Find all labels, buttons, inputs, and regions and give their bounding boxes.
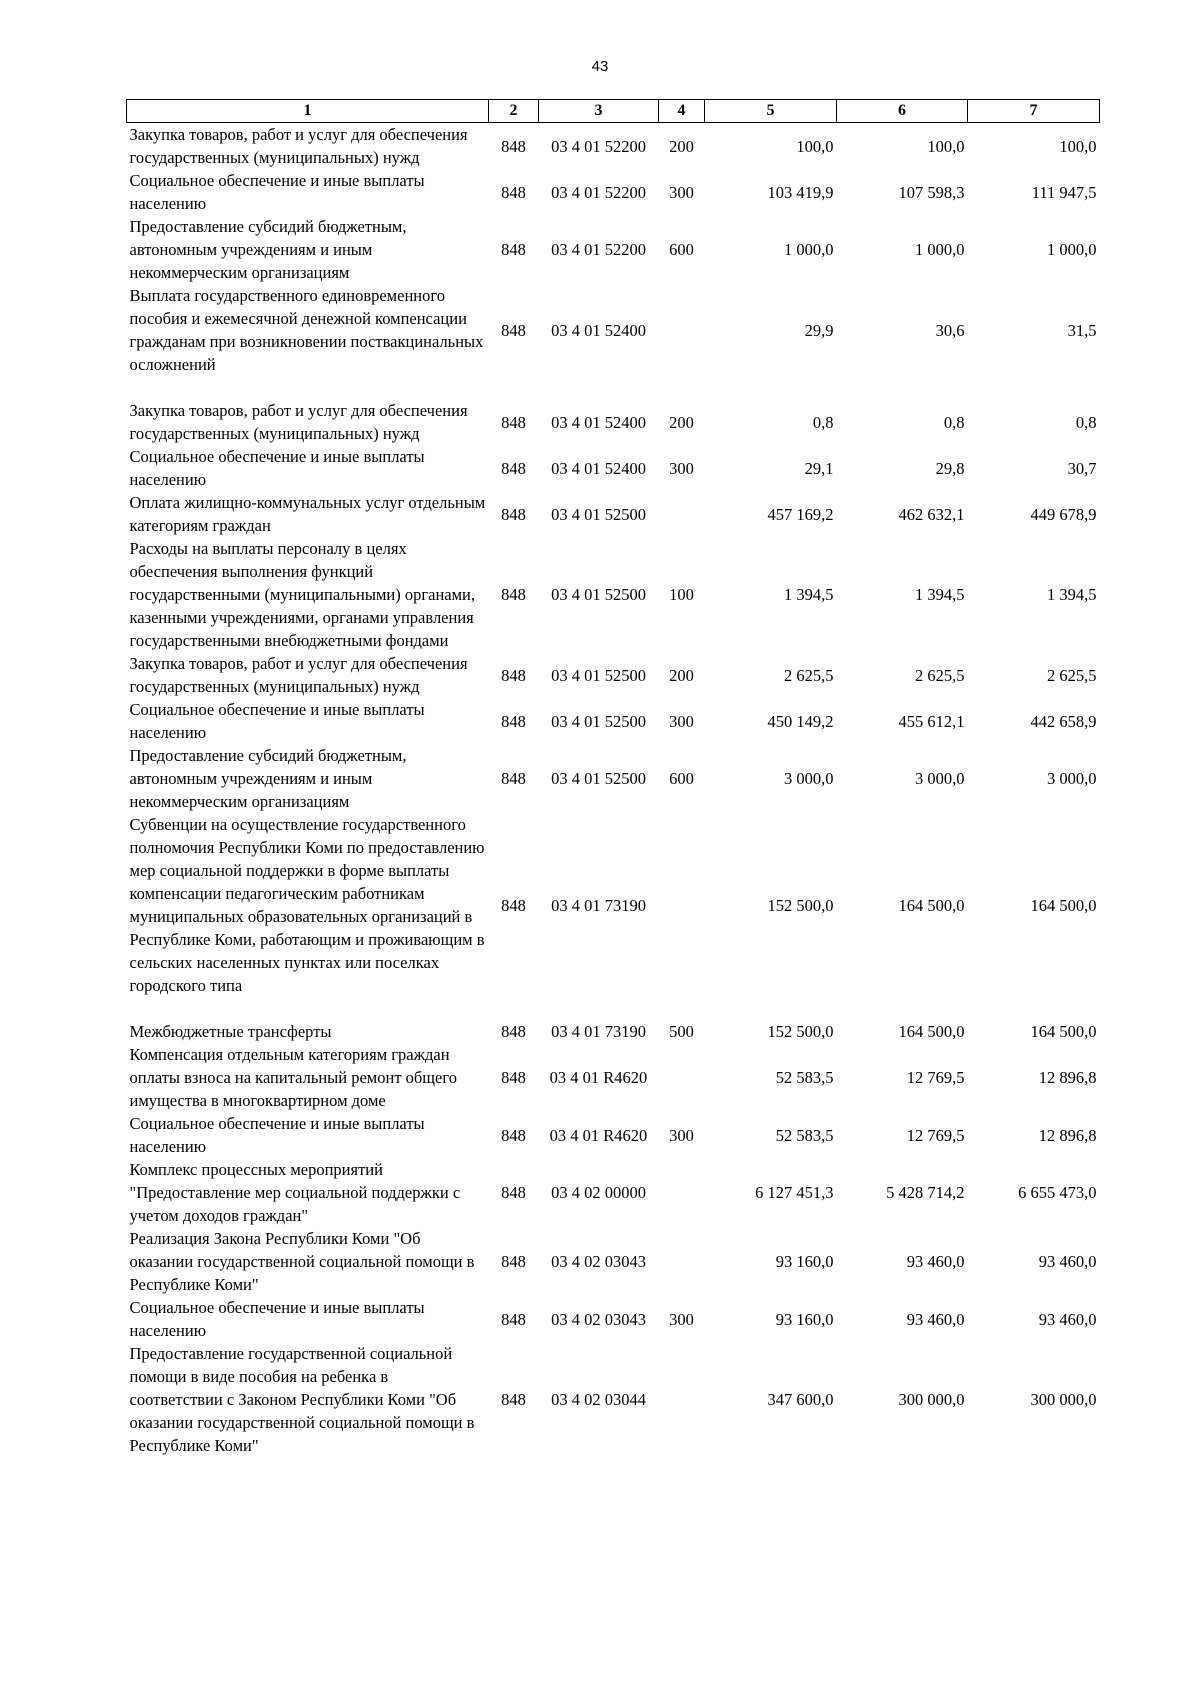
- row-amount-year3: 6 655 473,0: [1018, 1183, 1097, 1202]
- row-amount-year1: 103 419,9: [767, 182, 834, 202]
- row-name: Закупка товаров, работ и услуг для обеспечения государственных (муниципальных) нужд: [129, 401, 468, 443]
- row-amount-year1: 52 583,5: [775, 1068, 834, 1087]
- row-amount-year3: 12 896,8: [1038, 1125, 1097, 1145]
- column-header-4: 4: [659, 100, 705, 123]
- row-target-code: 03 4 01 52200: [551, 136, 646, 156]
- row-admin-code: 848: [501, 1068, 526, 1087]
- row-admin-code: 848: [501, 240, 526, 259]
- table-row: [127, 1043, 1100, 1112]
- row-amount-year2: 100,0: [927, 136, 965, 156]
- row-target-code: 03 4 02 03044: [551, 1390, 646, 1409]
- row-admin-code: 848: [501, 1309, 526, 1329]
- row-amount-year2: 5 428 714,2: [886, 1183, 965, 1202]
- row-target-code: 03 4 01 52500: [551, 504, 646, 524]
- row-amount-year3: 100,0: [1059, 136, 1097, 156]
- row-amount-year2: 107 598,3: [898, 182, 965, 202]
- row-admin-code: 848: [501, 136, 526, 156]
- row-amount-year3: 449 678,9: [1030, 504, 1097, 524]
- row-amount-year1: 93 160,0: [775, 1309, 834, 1329]
- row-target-code: 03 4 01 52500: [551, 769, 646, 788]
- row-name: Предоставление субсидий бюджетным, автономным учреждениям и иным некоммерческим организациям: [129, 217, 407, 282]
- row-expense-type: [659, 491, 705, 537]
- row-admin-code: 848: [501, 1252, 526, 1271]
- row-admin-code: 848: [501, 412, 526, 432]
- row-name: Предоставление государственной социальной помощи в виде пособия на ребенка в соответствии с Законом Республики Коми "Об оказании государственной социальной помощи в Республике Коми": [129, 1344, 475, 1455]
- row-admin-code: 848: [501, 1183, 526, 1202]
- row-amount-year1: 52 583,5: [775, 1125, 834, 1145]
- row-name: Социальное обеспечение и иные выплаты населению: [129, 700, 425, 742]
- row-target-code: 03 4 01 52400: [551, 320, 646, 340]
- row-name: Выплата государственного единовременного пособия и ежемесячной денежной компенсации гражданам при возникновении поствакцинальных осложнений: [129, 286, 484, 374]
- row-name: Комплекс процессных мероприятий "Предоставление мер социальной поддержки с учетом доходов граждан": [129, 1160, 461, 1225]
- row-name: Закупка товаров, работ и услуг для обеспечения государственных (муниципальных) нужд: [129, 654, 468, 696]
- row-admin-code: 848: [501, 320, 526, 340]
- row-expense-type: [659, 1342, 705, 1457]
- row-amount-year3: 3 000,0: [1047, 769, 1097, 788]
- row-amount-year2: 3 000,0: [915, 769, 965, 788]
- table-row: [127, 698, 1100, 744]
- row-amount-year3: 30,7: [1067, 458, 1097, 478]
- column-header-2: 2: [489, 100, 539, 123]
- row-target-code: 03 4 01 73190: [551, 1022, 646, 1041]
- row-admin-code: 848: [501, 585, 526, 604]
- table-row: [127, 284, 1100, 399]
- row-expense-type: 300: [669, 458, 694, 478]
- row-expense-type: 300: [669, 1309, 694, 1329]
- row-expense-type: 500: [669, 1022, 694, 1041]
- row-amount-year2: 29,8: [935, 458, 965, 478]
- column-header-7: 7: [968, 100, 1100, 123]
- row-amount-year3: 164 500,0: [1030, 895, 1097, 915]
- row-amount-year2: 164 500,0: [898, 895, 965, 915]
- row-name: Социальное обеспечение и иные выплаты населению: [129, 171, 425, 213]
- row-amount-year1: 6 127 451,3: [755, 1183, 834, 1202]
- row-amount-year1: 3 000,0: [784, 769, 834, 788]
- row-amount-year3: 93 460,0: [1038, 1309, 1097, 1329]
- table-row: [127, 813, 1100, 1020]
- row-admin-code: 848: [501, 665, 526, 685]
- row-amount-year2: 455 612,1: [898, 711, 965, 731]
- row-amount-year1: 93 160,0: [775, 1252, 834, 1271]
- row-amount-year3: 31,5: [1067, 320, 1097, 340]
- row-admin-code: 848: [501, 711, 526, 731]
- row-amount-year2: 0,8: [943, 412, 965, 432]
- row-amount-year1: 2 625,5: [784, 665, 834, 685]
- table-row: [127, 1112, 1100, 1158]
- row-amount-year1: 347 600,0: [767, 1390, 834, 1409]
- row-target-code: 03 4 01 52500: [551, 665, 646, 685]
- row-target-code: 03 4 01 52400: [551, 412, 646, 432]
- row-target-code: 03 4 02 00000: [551, 1183, 646, 1202]
- row-amount-year1: 1 000,0: [784, 240, 834, 259]
- row-admin-code: 848: [501, 1022, 526, 1041]
- row-expense-type: [659, 813, 705, 1020]
- row-name: Субвенции на осуществление государственного полномочия Республики Коми по предоставлению мер социальной поддержки в форме выплаты компенсации педагогическим работникам муниципальных образовательных организаций в Республике Коми, работающим и проживающим в сельских населенных пунктах или поселках городского типа: [129, 815, 485, 995]
- row-target-code: 03 4 02 03043: [551, 1309, 646, 1329]
- row-amount-year3: 12 896,8: [1038, 1068, 1097, 1087]
- row-amount-year3: 0,8: [1075, 412, 1097, 432]
- row-amount-year1: 0,8: [812, 412, 834, 432]
- table-row: [127, 491, 1100, 537]
- page-number: 43: [591, 58, 609, 75]
- row-expense-type: 600: [669, 769, 694, 788]
- row-name: Межбюджетные трансферты: [129, 1022, 332, 1041]
- row-admin-code: 848: [501, 895, 526, 915]
- row-amount-year2: 2 625,5: [915, 665, 965, 685]
- row-expense-type: 100: [669, 585, 694, 604]
- table-row: [127, 445, 1100, 491]
- row-name: Компенсация отдельным категориям граждан оплаты взноса на капитальный ремонт общего имущества в многоквартирном доме: [129, 1045, 457, 1110]
- table-row: [127, 1020, 1100, 1043]
- row-amount-year2: 462 632,1: [898, 504, 965, 524]
- row-name: Расходы на выплаты персоналу в целях обеспечения выполнения функций государственными (муниципальными) органами, казенными учреждениями, органами управления государственными внебюджетными фондами: [129, 539, 476, 650]
- row-expense-type: 600: [669, 240, 694, 259]
- row-admin-code: 848: [501, 1390, 526, 1409]
- row-amount-year2: 1 000,0: [915, 240, 965, 259]
- column-header-5: 5: [705, 100, 837, 123]
- row-expense-type: 200: [669, 665, 694, 685]
- table-header-row: [127, 100, 1100, 123]
- row-expense-type: 300: [669, 711, 694, 731]
- row-admin-code: 848: [501, 769, 526, 788]
- column-header-3: 3: [539, 100, 659, 123]
- row-amount-year2: 300 000,0: [898, 1390, 965, 1409]
- table-row: [127, 1158, 1100, 1227]
- row-name: Социальное обеспечение и иные выплаты населению: [129, 447, 425, 489]
- row-target-code: 03 4 01 R4620: [549, 1068, 648, 1087]
- row-amount-year2: 12 769,5: [906, 1068, 965, 1087]
- row-amount-year3: 300 000,0: [1030, 1390, 1097, 1409]
- row-amount-year1: 152 500,0: [767, 895, 834, 915]
- table-row: [127, 1296, 1100, 1342]
- row-name: Социальное обеспечение и иные выплаты населению: [129, 1298, 425, 1340]
- row-amount-year3: 2 625,5: [1047, 665, 1097, 685]
- row-expense-type: 200: [669, 136, 694, 156]
- row-amount-year3: 111 947,5: [1031, 182, 1097, 202]
- row-amount-year3: 1 394,5: [1047, 585, 1097, 604]
- row-admin-code: 848: [501, 504, 526, 524]
- row-name: Предоставление субсидий бюджетным, автономным учреждениям и иным некоммерческим организациям: [129, 746, 407, 811]
- row-admin-code: 848: [501, 1125, 526, 1145]
- row-amount-year2: 93 460,0: [906, 1309, 965, 1329]
- row-target-code: 03 4 01 52200: [551, 182, 646, 202]
- row-name: Закупка товаров, работ и услуг для обеспечения государственных (муниципальных) нужд: [129, 125, 468, 167]
- row-amount-year1: 457 169,2: [767, 504, 834, 524]
- row-amount-year1: 29,9: [804, 320, 834, 340]
- row-expense-type: 300: [669, 1125, 694, 1145]
- table-row: [127, 744, 1100, 813]
- table-row: [127, 1227, 1100, 1296]
- row-amount-year2: 1 394,5: [915, 585, 965, 604]
- table-row: [127, 652, 1100, 698]
- budget-table: [126, 99, 1100, 1457]
- row-name: Социальное обеспечение и иные выплаты населению: [129, 1114, 425, 1156]
- row-amount-year1: 450 149,2: [767, 711, 834, 731]
- table-row: [127, 123, 1100, 170]
- row-amount-year3: 164 500,0: [1030, 1022, 1097, 1041]
- row-expense-type: [659, 1043, 705, 1112]
- row-amount-year1: 1 394,5: [784, 585, 834, 604]
- row-expense-type: [659, 1158, 705, 1227]
- row-amount-year3: 1 000,0: [1047, 240, 1097, 259]
- row-name: Оплата жилищно-коммунальных услуг отдельным категориям граждан: [129, 493, 486, 535]
- row-target-code: 03 4 01 R4620: [549, 1125, 648, 1145]
- row-expense-type: [659, 1227, 705, 1296]
- table-row: [127, 1342, 1100, 1457]
- column-header-6: 6: [837, 100, 968, 123]
- row-admin-code: 848: [501, 458, 526, 478]
- table-row: [127, 399, 1100, 445]
- row-expense-type: 200: [669, 412, 694, 432]
- row-amount-year2: 30,6: [935, 320, 965, 340]
- row-name: Реализация Закона Республики Коми "Об оказании государственной социальной помощи в Республике Коми": [129, 1229, 475, 1294]
- row-amount-year1: 29,1: [804, 458, 834, 478]
- row-target-code: 03 4 01 52400: [551, 458, 646, 478]
- row-target-code: 03 4 02 03043: [551, 1252, 646, 1271]
- row-amount-year1: 152 500,0: [767, 1022, 834, 1041]
- row-amount-year3: 442 658,9: [1030, 711, 1097, 731]
- table-row: [127, 215, 1100, 284]
- row-amount-year2: 93 460,0: [906, 1252, 965, 1271]
- row-target-code: 03 4 01 52200: [551, 240, 646, 259]
- row-target-code: 03 4 01 52500: [551, 585, 646, 604]
- row-target-code: 03 4 01 52500: [551, 711, 646, 731]
- table-row: [127, 169, 1100, 215]
- row-amount-year2: 164 500,0: [898, 1022, 965, 1041]
- row-target-code: 03 4 01 73190: [551, 895, 646, 915]
- row-amount-year1: 100,0: [796, 136, 834, 156]
- column-header-1: 1: [127, 100, 489, 123]
- row-admin-code: 848: [501, 182, 526, 202]
- row-expense-type: 300: [669, 182, 694, 202]
- row-expense-type: [659, 284, 705, 399]
- table-row: [127, 537, 1100, 652]
- row-amount-year3: 93 460,0: [1038, 1252, 1097, 1271]
- row-amount-year2: 12 769,5: [906, 1125, 965, 1145]
